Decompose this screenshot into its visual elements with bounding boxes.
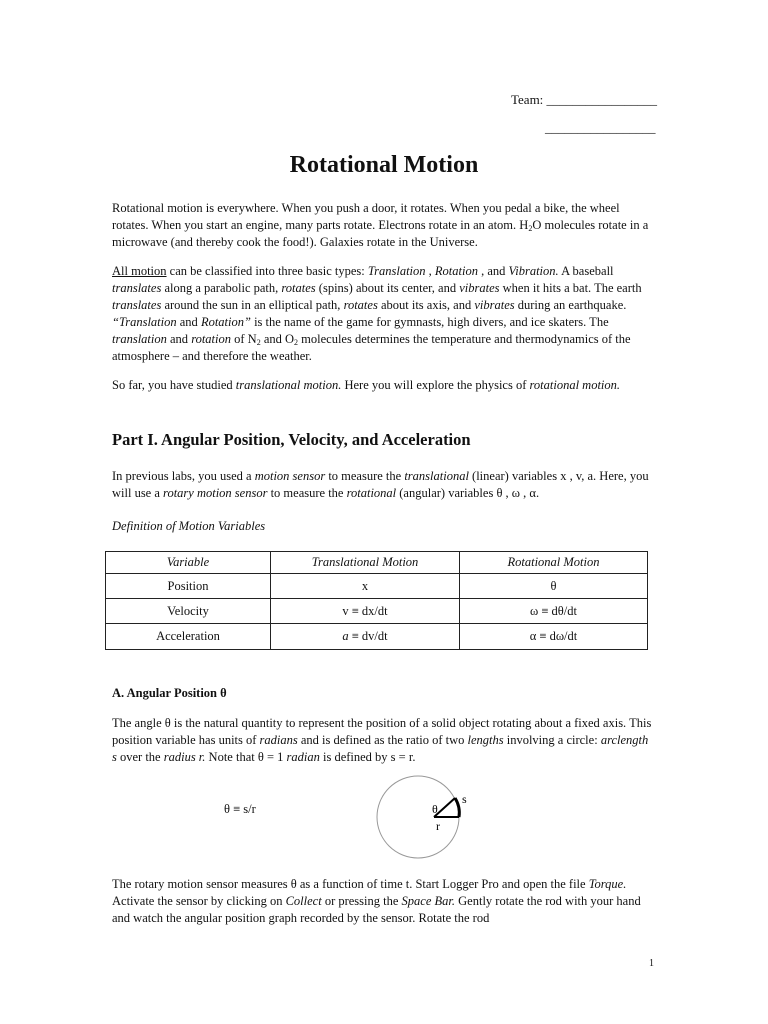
r-label: r [436,819,440,833]
table-header-row [106,552,648,574]
table-cell: v ≡ dx/dt [271,599,460,624]
table-cell: ω ≡ dθ/dt [460,599,648,624]
page-number: 1 [649,958,654,969]
section-a-heading: A. Angular Position θ [112,686,227,700]
table-row [106,624,648,650]
intro-paragraph-1: Rotational motion is everywhere. When you push a door, it rotates. When you pedal a bike, the wheel rotates. When you start an engine, many parts rotate. Electrons rotate in an atom. $H_2O$ molecules rotate in a microwave (and thereby cook the food!). Galaxies rotate in the Universe. [112,201,649,249]
page-title: Rotational Motion [289,152,479,178]
table-header-cell: Variable [106,552,271,574]
angle-circle-diagram [372,775,492,865]
angle-equation: θ ≡ s/r [224,802,256,816]
table-cell: θ [460,574,648,599]
part1-heading: Part I. Angular Position, Velocity, and Acceleration [112,430,471,449]
table-cell: x [271,574,460,599]
team-label: Team: [511,92,544,107]
theta-label: θ [432,802,438,816]
table-cell: Acceleration [106,624,271,650]
table-cell: Position [106,574,271,599]
table-cell: α ≡ dω/dt [460,624,648,650]
team-field [511,92,657,108]
section-a-paragraph-2: The rotary motion sensor measures θ as a function of time t. Start Logger Pro and open the file Torque. Activate the sensor by clicking on Collect or pressing the Space Bar. Gently rotate the rod with your hand and watch the angular position graph recorded by the sensor. Rotate the rod [112,877,641,925]
intro-paragraph-2: All motion can be classified into three basic types: Translation , Rotation , and Vibration. A baseball translates along a parabolic path, rotates (spins) about its center, and vibrates when it hits a bat. The earth translates around the sun in an elliptical path, rotates about its axis, and vibrates during an earthquake. “Translation and Rotation” is the name of the game for gymnasts, high divers, and ice skaters. The translation and rotation of $N_2$ and $O_2$ molecules determines the temperature and thermodynamics of the atmosphere – and therefore the weather. [112,264,642,363]
table-cell: Velocity [106,599,271,624]
table-row [106,574,648,599]
definition-label: Definition of Motion Variables [112,519,266,533]
table-header-cell: Rotational Motion [460,552,648,574]
team-blank: _________________ [546,92,658,107]
team-field-line2: _________________ [545,120,656,135]
table-cell: a ≡ dv/dt [271,624,460,650]
section-a-paragraph: The angle θ is the natural quantity to represent the position of a solid object rotating about a fixed axis. This position variable has units of radians and is defined as the ratio of two lengths involving a circle: arclength s over the radius r. Note that θ = 1 radian is defined by s = r. [112,716,652,764]
part1-paragraph: In previous labs, you used a motion sensor to measure the translational (linear) variables x , v, a. Here, you will use a rotary motion sensor to measure the rotational (angular) variables θ , ω , α. [112,469,649,500]
motion-variables-table [105,551,648,650]
table-header-cell: Translational Motion [271,552,460,574]
intro-paragraph-3: So far, you have studied translational motion. Here you will explore the physics of rotational motion. [112,378,621,392]
arc-s [455,798,459,817]
table-row [106,599,648,624]
s-label: s [462,792,467,806]
